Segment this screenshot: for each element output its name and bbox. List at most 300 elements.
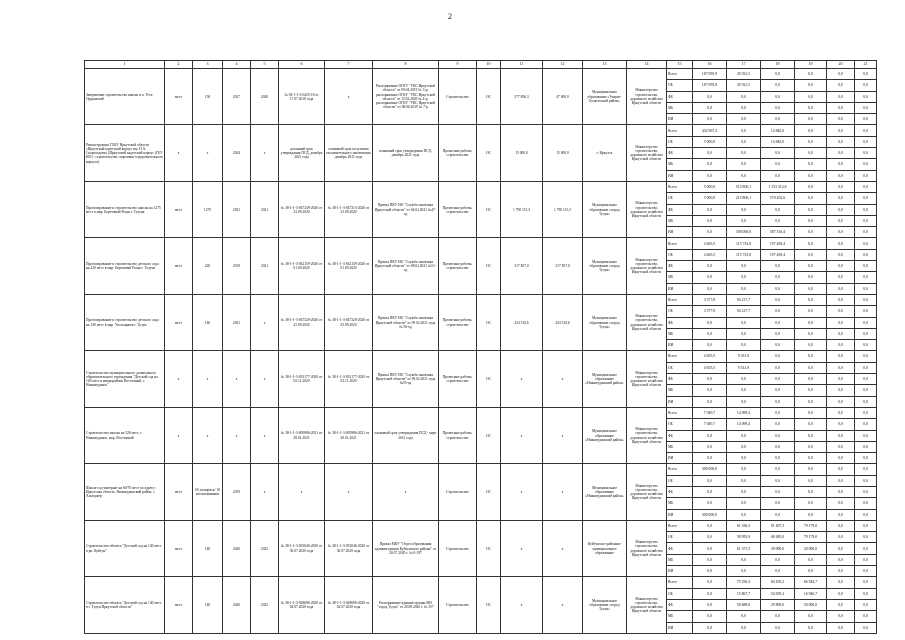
customer: г. Иркутск bbox=[583, 125, 627, 181]
estimated-cost: х bbox=[501, 520, 543, 576]
unit: мест bbox=[165, 577, 193, 633]
amount-cell: 0,0 bbox=[795, 114, 827, 125]
col-num: 21 bbox=[855, 61, 877, 69]
amount-cell: 0,0 bbox=[761, 566, 795, 577]
amount-cell: 0,0 bbox=[827, 80, 855, 91]
amount-cell: 0,0 bbox=[855, 588, 877, 599]
amount-cell: 187 095,9 bbox=[693, 80, 727, 91]
funding-source: Всего bbox=[667, 520, 693, 531]
amount-cell: 0,0 bbox=[693, 148, 727, 159]
customer: Муниципальное образование «Эхирит-Булагатский район» bbox=[583, 69, 627, 125]
ownership-form: ОС bbox=[477, 520, 501, 576]
amount-cell: 61 371,5 bbox=[727, 543, 761, 554]
amount-cell: 20 000,0 bbox=[795, 543, 827, 554]
ownership-form: ОС bbox=[477, 464, 501, 520]
amount-cell: 0,0 bbox=[761, 385, 795, 396]
amount-cell: 45 921,5 bbox=[727, 80, 761, 91]
amount-cell: 0,0 bbox=[855, 622, 877, 633]
amount-cell: 587 316,4 bbox=[761, 227, 795, 238]
funding-source: ФБ bbox=[667, 486, 693, 497]
amount-cell: 0,0 bbox=[827, 611, 855, 622]
amount-cell: 0,0 bbox=[693, 566, 727, 577]
amount-cell: 0,0 bbox=[855, 441, 877, 452]
amount-cell: 0,0 bbox=[795, 475, 827, 486]
amount-cell: 0,0 bbox=[855, 204, 877, 215]
remaining-cost: х bbox=[543, 351, 583, 407]
object-name: Проектирование и строительство школы на 1275 мест в мкр. Березовый Рощи г. Тулуна bbox=[85, 181, 165, 237]
col-num: 11 bbox=[501, 61, 543, 69]
table-row bbox=[85, 294, 877, 305]
amount-cell: 0,0 bbox=[761, 148, 795, 159]
amount-cell: 0,0 bbox=[727, 498, 761, 509]
amount-cell: 0,0 bbox=[693, 441, 727, 452]
amount-cell: 0,0 bbox=[855, 238, 877, 249]
amount-cell: 0,0 bbox=[795, 441, 827, 452]
amount-cell: 0,0 bbox=[795, 622, 827, 633]
funding-source: ИИ bbox=[667, 509, 693, 520]
amount-cell: 0,0 bbox=[693, 102, 727, 113]
amount-cell: 68 485,0 bbox=[761, 532, 795, 543]
customer: Муниципальное образование «Нижнеудинский район» bbox=[583, 351, 627, 407]
amount-cell: 0,0 bbox=[855, 611, 877, 622]
expertise: № 38-1-1-3-005986-2021 от 28.01.2021 bbox=[325, 407, 373, 463]
amount-cell: 0,0 bbox=[795, 407, 827, 418]
funding-source: Всего bbox=[667, 577, 693, 588]
amount-cell: 0,0 bbox=[827, 407, 855, 418]
funding-source: Всего bbox=[667, 294, 693, 305]
amount-cell: 0,0 bbox=[795, 340, 827, 351]
funding-source: ФБ bbox=[667, 148, 693, 159]
capacity: 60 учащихся/ 10 воспитанников bbox=[193, 464, 223, 520]
amount-cell: 0,0 bbox=[827, 102, 855, 113]
amount-cell: 0,0 bbox=[693, 272, 727, 283]
amount-cell: 0,0 bbox=[827, 69, 855, 80]
amount-cell: 0,0 bbox=[855, 430, 877, 441]
estimated-cost: 317 857,0 bbox=[501, 238, 543, 294]
funding-source: ФБ bbox=[667, 317, 693, 328]
amount-cell: 0,0 bbox=[827, 385, 855, 396]
amount-cell: 0,0 bbox=[761, 170, 795, 181]
amount-cell: 0,0 bbox=[727, 611, 761, 622]
amount-cell: 14 099,4 bbox=[727, 407, 761, 418]
amount-cell: 0,0 bbox=[855, 272, 877, 283]
amount-cell: 0,0 bbox=[855, 453, 877, 464]
object-name: Строительство муниципального дошкольного образовательного учреждения "Детский сад на 140 мест в микрорайоне Восточный, г. Нижнеудинск" bbox=[85, 351, 165, 407]
amount-cell: 0,0 bbox=[693, 577, 727, 588]
budget-manager: Министерство строительства, дорожного хозяйства Иркутской области bbox=[627, 351, 667, 407]
amount-cell: 0,0 bbox=[795, 419, 827, 430]
amount-cell: 0,0 bbox=[855, 328, 877, 339]
amount-cell: 432 967,2 bbox=[693, 125, 727, 136]
amount-cell: 0,0 bbox=[827, 622, 855, 633]
amount-cell: 0,0 bbox=[693, 114, 727, 125]
object-name: Строительство объекта "Детский сад на 140 мест в г. Тулун Иркутской области" bbox=[85, 577, 165, 633]
amount-cell: 0,0 bbox=[727, 385, 761, 396]
funding-source: ОБ bbox=[667, 475, 693, 486]
amount-cell: 0,0 bbox=[761, 611, 795, 622]
table-row bbox=[85, 520, 877, 531]
amount-cell: 0,0 bbox=[795, 181, 827, 192]
amount-cell: 0,0 bbox=[761, 396, 795, 407]
amount-cell: 0,0 bbox=[855, 114, 877, 125]
amount-cell: 0,0 bbox=[727, 464, 761, 475]
customer: Муниципальное образование «город Тулун» bbox=[583, 577, 627, 633]
amount-cell: 0,0 bbox=[827, 238, 855, 249]
col-num: 4 bbox=[223, 61, 251, 69]
design-doc: № 38-1-1-3-0425-18 от 17.07.2018 года bbox=[279, 69, 325, 125]
amount-cell: 0,0 bbox=[795, 374, 827, 385]
object-name: Школа-сад-интернат на 60/70 мест по адресу: Иркутская область, Нижнеудинский район, с. Алыгджер bbox=[85, 464, 165, 520]
amount-cell: 0,0 bbox=[761, 486, 795, 497]
estimated-cost: 377 856,3 bbox=[501, 69, 543, 125]
approval-doc: Приказ ПКУ ИО "Служба заказчика Иркутской области" от 08.02.2021 №51-од bbox=[373, 238, 439, 294]
amount-cell: 0,0 bbox=[827, 532, 855, 543]
object-name: Проектирование и строительство детского сада на 220 мест в мкр. Березовый Рощи г. Тулуна bbox=[85, 238, 165, 294]
col-num: 19 bbox=[795, 61, 827, 69]
ownership-form: ОС bbox=[477, 69, 501, 125]
amount-cell: 0,0 bbox=[795, 283, 827, 294]
amount-cell: 0,0 bbox=[827, 181, 855, 192]
expertise: № 38-1-1-3-033046-2020 от 30.07.2020 года bbox=[325, 520, 373, 576]
amount-cell: 0,0 bbox=[827, 328, 855, 339]
amount-cell: 0,0 bbox=[761, 464, 795, 475]
amount-cell: 0,0 bbox=[827, 294, 855, 305]
amount-cell: 0,0 bbox=[693, 283, 727, 294]
amount-cell: 197 469,4 bbox=[761, 249, 795, 260]
amount-cell: 0,0 bbox=[761, 340, 795, 351]
object-name: Строительство объекта "Детский сад на 140 мест в рп. Куйтун" bbox=[85, 520, 165, 576]
amount-cell: 0,0 bbox=[827, 362, 855, 373]
funding-source: ИИ bbox=[667, 340, 693, 351]
amount-cell: 0,0 bbox=[761, 272, 795, 283]
amount-cell: 0,0 bbox=[727, 340, 761, 351]
table-row bbox=[85, 577, 877, 588]
end-year: х bbox=[251, 351, 279, 407]
customer: Муниципальное образование «город Тулун» bbox=[583, 181, 627, 237]
remaining-cost: х bbox=[543, 407, 583, 463]
amount-cell: 0,0 bbox=[727, 374, 761, 385]
amount-cell: 187 095,9 bbox=[693, 69, 727, 80]
amount-cell: 0,0 bbox=[761, 215, 795, 226]
work-stage: Строительство bbox=[439, 520, 477, 576]
design-doc: № 38-1-1-3-047320-2020 от 25.09.2020 bbox=[279, 294, 325, 350]
amount-cell: 0,0 bbox=[761, 351, 795, 362]
amount-cell: 0,0 bbox=[855, 407, 877, 418]
amount-cell: 0,0 bbox=[761, 294, 795, 305]
customer: Муниципальное образование «Нижнеудинский район» bbox=[583, 407, 627, 463]
amount-cell: 0,0 bbox=[795, 611, 827, 622]
amount-cell: 0,0 bbox=[827, 204, 855, 215]
amount-cell: 0,0 bbox=[827, 351, 855, 362]
col-num: 12 bbox=[543, 61, 583, 69]
amount-cell: 0,0 bbox=[693, 520, 727, 531]
amount-cell: 0,0 bbox=[693, 622, 727, 633]
estimated-cost: х bbox=[501, 464, 543, 520]
amount-cell: 0,0 bbox=[761, 102, 795, 113]
col-num: 6 bbox=[279, 61, 325, 69]
amount-cell: 0,0 bbox=[827, 170, 855, 181]
funding-source: ИИ bbox=[667, 453, 693, 464]
work-stage: Проектные работы, строительство bbox=[439, 294, 477, 350]
col-num: 8 bbox=[373, 61, 439, 69]
amount-cell: 0,0 bbox=[827, 475, 855, 486]
remaining-cost: х bbox=[543, 520, 583, 576]
remaining-cost: 47 000,0 bbox=[543, 69, 583, 125]
amount-cell: 0,0 bbox=[693, 543, 727, 554]
amount-cell: 0,0 bbox=[855, 532, 877, 543]
amount-cell: 0,0 bbox=[795, 453, 827, 464]
amount-cell: 0,0 bbox=[795, 125, 827, 136]
amount-cell: 0,0 bbox=[727, 622, 761, 633]
amount-cell: 0,0 bbox=[855, 351, 877, 362]
amount-cell: 0,0 bbox=[727, 441, 761, 452]
amount-cell: 0,0 bbox=[827, 396, 855, 407]
amount-cell: 0,0 bbox=[827, 566, 855, 577]
amount-cell: 91 497,3 bbox=[761, 520, 795, 531]
capacity: 220 bbox=[193, 238, 223, 294]
amount-cell: 0,0 bbox=[827, 430, 855, 441]
amount-cell: 300 000,0 bbox=[727, 227, 761, 238]
capacity: 140 bbox=[193, 577, 223, 633]
amount-cell: 0,0 bbox=[761, 328, 795, 339]
amount-cell: 0,0 bbox=[761, 306, 795, 317]
amount-cell: 0,0 bbox=[795, 159, 827, 170]
capacity: 140 bbox=[193, 520, 223, 576]
amount-cell: 0,0 bbox=[693, 599, 727, 610]
amount-cell: 61 336,3 bbox=[727, 520, 761, 531]
funding-source: ИИ bbox=[667, 170, 693, 181]
funding-source: МБ bbox=[667, 611, 693, 622]
amount-cell: 0,0 bbox=[693, 91, 727, 102]
amount-cell: 0,0 bbox=[855, 215, 877, 226]
col-num: 14 bbox=[627, 61, 667, 69]
amount-cell: 0,0 bbox=[727, 114, 761, 125]
work-stage: Проектные работы, строительство bbox=[439, 181, 477, 237]
work-stage: Строительство bbox=[439, 577, 477, 633]
amount-cell: 0,0 bbox=[827, 340, 855, 351]
amount-cell: 0,0 bbox=[855, 577, 877, 588]
estimated-cost: х bbox=[501, 577, 543, 633]
end-year: 2021 bbox=[251, 181, 279, 237]
amount-cell: 0,0 bbox=[727, 509, 761, 520]
amount-cell: 197 469,4 bbox=[761, 238, 795, 249]
funding-source: ИИ bbox=[667, 283, 693, 294]
start-year: 2020 bbox=[223, 520, 251, 576]
funding-source: Всего bbox=[667, 238, 693, 249]
amount-cell: 0,0 bbox=[795, 170, 827, 181]
amount-cell: 0,0 bbox=[855, 80, 877, 91]
funding-source: ОБ bbox=[667, 249, 693, 260]
end-year: 2022 bbox=[251, 577, 279, 633]
amount-cell: 0,0 bbox=[693, 204, 727, 215]
remaining-cost: 317 857,0 bbox=[543, 238, 583, 294]
amount-cell: 0,0 bbox=[761, 374, 795, 385]
amount-cell: 0,0 bbox=[855, 69, 877, 80]
capacity: 150 bbox=[193, 69, 223, 125]
expertise: № 38-1-1-3-033177-2020 от 02.11.2020 bbox=[325, 351, 373, 407]
amount-cell: 79 179,0 bbox=[795, 520, 827, 531]
amount-cell: 5 000,0 bbox=[693, 193, 727, 204]
col-num: 10 bbox=[477, 61, 501, 69]
amount-cell: 0,0 bbox=[855, 317, 877, 328]
amount-cell: 0,0 bbox=[727, 148, 761, 159]
remaining-cost: х bbox=[543, 577, 583, 633]
funding-source: ФБ bbox=[667, 599, 693, 610]
amount-cell: 0,0 bbox=[855, 543, 877, 554]
funding-source: Всего bbox=[667, 464, 693, 475]
amount-cell: 66 944,7 bbox=[795, 577, 827, 588]
work-stage: Проектные работы, строительство bbox=[439, 238, 477, 294]
amount-cell: 29 800,0 bbox=[761, 599, 795, 610]
work-stage: Строительство bbox=[439, 464, 477, 520]
amount-cell: 45 921,5 bbox=[727, 69, 761, 80]
amount-cell: 0,0 bbox=[855, 520, 877, 531]
amount-cell: 0,0 bbox=[761, 509, 795, 520]
amount-cell: 0,0 bbox=[855, 294, 877, 305]
amount-cell: 3 577,8 bbox=[693, 306, 727, 317]
amount-cell: 0,0 bbox=[727, 453, 761, 464]
funding-source: ОБ bbox=[667, 306, 693, 317]
amount-cell: 0,0 bbox=[855, 464, 877, 475]
amount-cell: 0,0 bbox=[795, 566, 827, 577]
amount-cell: 0,0 bbox=[855, 509, 877, 520]
amount-cell: 0,0 bbox=[693, 261, 727, 272]
capacity: х bbox=[193, 351, 223, 407]
amount-cell: 0,0 bbox=[795, 215, 827, 226]
amount-cell: 0,0 bbox=[855, 193, 877, 204]
amount-cell: 0,0 bbox=[693, 430, 727, 441]
funding-source: ОБ bbox=[667, 532, 693, 543]
amount-cell: 0,0 bbox=[827, 588, 855, 599]
expertise: № 38-1-1-3-042159-2020 от 01.09.2020 bbox=[325, 238, 373, 294]
expertise: х bbox=[325, 69, 373, 125]
col-num: 1 bbox=[85, 61, 165, 69]
budget-manager: Министерство строительства, дорожного хозяйства Иркутской области bbox=[627, 464, 667, 520]
expertise: х bbox=[325, 464, 373, 520]
ownership-form: ОС bbox=[477, 577, 501, 633]
funding-source: ИИ bbox=[667, 114, 693, 125]
amount-cell: 0,0 bbox=[795, 351, 827, 362]
amount-cell: 0,0 bbox=[795, 272, 827, 283]
amount-cell: 515 800,1 bbox=[727, 181, 761, 192]
unit: мест bbox=[165, 520, 193, 576]
end-year: 2022 bbox=[251, 520, 279, 576]
amount-cell: 0,0 bbox=[693, 611, 727, 622]
amount-cell: 0,0 bbox=[795, 486, 827, 497]
amount-cell: 0,0 bbox=[827, 91, 855, 102]
funding-source: ИИ bbox=[667, 227, 693, 238]
approval-doc: Приказ ПКУ ИО "Служба заказчика Иркутской области" от 09.02.2021 года № 56-од bbox=[373, 294, 439, 350]
amount-cell: 0,0 bbox=[761, 317, 795, 328]
amount-cell: 0,0 bbox=[693, 588, 727, 599]
amount-cell: 0,0 bbox=[827, 520, 855, 531]
unit: х bbox=[165, 351, 193, 407]
customer: Муниципальное образование «город Тулун» bbox=[583, 294, 627, 350]
amount-cell: 0,0 bbox=[827, 441, 855, 452]
amount-cell: 0,0 bbox=[855, 148, 877, 159]
amount-cell: 0,0 bbox=[795, 193, 827, 204]
amount-cell: 7 049,7 bbox=[693, 407, 727, 418]
amount-cell: 0,0 bbox=[693, 453, 727, 464]
object-name: Завершение строительства школы в п. Усть-Ордынский bbox=[85, 69, 165, 125]
amount-cell: 0,0 bbox=[795, 69, 827, 80]
funding-source: Всего bbox=[667, 69, 693, 80]
approval-doc: плановый срок утверждения ПСД, декабрь 2021 года bbox=[373, 125, 439, 181]
funding-source: ФБ bbox=[667, 91, 693, 102]
funding-source: ОБ bbox=[667, 588, 693, 599]
amount-cell: 0,0 bbox=[795, 430, 827, 441]
end-year: х bbox=[251, 125, 279, 181]
amount-cell: 0,0 bbox=[761, 204, 795, 215]
amount-cell: 0,0 bbox=[761, 498, 795, 509]
amount-cell: 0,0 bbox=[795, 509, 827, 520]
end-year: х bbox=[251, 464, 279, 520]
table-row bbox=[85, 125, 877, 136]
amount-cell: 0,0 bbox=[827, 374, 855, 385]
amount-cell: 0,0 bbox=[795, 328, 827, 339]
table-row bbox=[85, 238, 877, 249]
table-row bbox=[85, 464, 877, 475]
amount-cell: 0,0 bbox=[727, 272, 761, 283]
amount-cell: 0,0 bbox=[795, 249, 827, 260]
amount-cell: 0,0 bbox=[855, 170, 877, 181]
expertise: № 38-1-1-3-028696-2020 от 02.07.2020 года bbox=[325, 577, 373, 633]
funding-source: МБ bbox=[667, 498, 693, 509]
amount-cell: 0,0 bbox=[827, 215, 855, 226]
unit: мест bbox=[165, 464, 193, 520]
amount-cell: 0,0 bbox=[795, 261, 827, 272]
amount-cell: 0,0 bbox=[855, 599, 877, 610]
amount-cell: 0,0 bbox=[827, 261, 855, 272]
amount-cell: 0,0 bbox=[827, 486, 855, 497]
amount-cell: 0,0 bbox=[727, 554, 761, 565]
funding-source: Всего bbox=[667, 181, 693, 192]
amount-cell: 75 556,3 bbox=[727, 577, 761, 588]
amount-cell: 0,0 bbox=[855, 249, 877, 260]
amount-cell: 59 688,6 bbox=[727, 599, 761, 610]
amount-cell: 0,0 bbox=[693, 385, 727, 396]
start-year: 2020 bbox=[223, 577, 251, 633]
work-stage: Проектные работы, строительство bbox=[439, 351, 477, 407]
remaining-cost: х bbox=[543, 464, 583, 520]
capacity: 140 bbox=[193, 294, 223, 350]
amount-cell: 0,0 bbox=[761, 554, 795, 565]
expertise: № 38-1-1-3-047313-2020 от 23.09.2020 bbox=[325, 181, 373, 237]
ownership-form: ОС bbox=[477, 238, 501, 294]
amount-cell: 0,0 bbox=[761, 362, 795, 373]
unit: мест bbox=[165, 69, 193, 125]
funding-source: ОБ bbox=[667, 80, 693, 91]
amount-cell: 0,0 bbox=[855, 486, 877, 497]
budget-manager: Министерство строительства, дорожного хозяйства Иркутской области bbox=[627, 181, 667, 237]
budget-manager: Министерство строительства, дорожного хозяйства Иркутской области bbox=[627, 520, 667, 576]
end-year: 2021 bbox=[251, 238, 279, 294]
amount-cell: 0,0 bbox=[795, 148, 827, 159]
funding-source: ОБ bbox=[667, 362, 693, 373]
approval-doc: х bbox=[373, 464, 439, 520]
amount-cell: 0,0 bbox=[827, 272, 855, 283]
amount-cell: 0,0 bbox=[855, 396, 877, 407]
amount-cell: 0,0 bbox=[827, 125, 855, 136]
funding-source: ОБ bbox=[667, 136, 693, 147]
amount-cell: 4 655,5 bbox=[693, 351, 727, 362]
amount-cell: 0,0 bbox=[761, 430, 795, 441]
amount-cell: 0,0 bbox=[855, 91, 877, 102]
design-doc: № 38-1-1-3-047249-2020 от 23.09.2020 bbox=[279, 181, 325, 237]
amount-cell: 58 955,9 bbox=[727, 532, 761, 543]
amount-cell: 0,0 bbox=[727, 91, 761, 102]
unit: х bbox=[165, 407, 193, 463]
